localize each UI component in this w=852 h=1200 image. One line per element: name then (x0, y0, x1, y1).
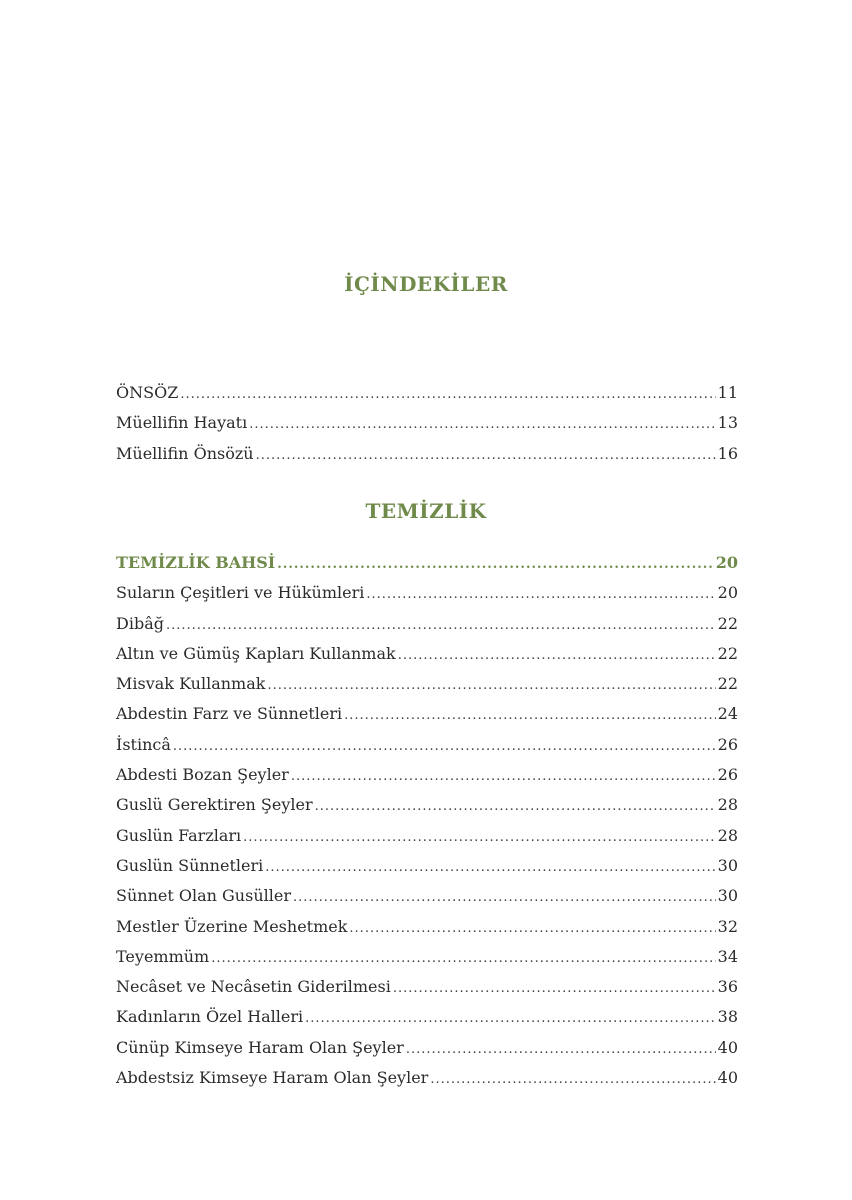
toc-entry-page: 36 (717, 977, 738, 997)
toc-heading-page: 20 (715, 553, 738, 572)
toc-entry-label: Kadınların Özel Halleri (116, 1007, 304, 1027)
toc-entry-label: Suların Çeşitleri ve Hükümleri (116, 583, 365, 603)
dot-leader (267, 671, 715, 701)
toc-entry-label: Altın ve Gümüş Kapları Kullanmak (116, 643, 396, 663)
dot-leader (277, 550, 713, 580)
toc-entry-label: Müellifin Hayatı (116, 413, 248, 433)
toc-entry[interactable] (116, 639, 738, 669)
dot-leader (406, 1035, 716, 1065)
toc-entry[interactable] (116, 942, 738, 972)
dot-leader (430, 1065, 715, 1095)
dot-leader (293, 883, 716, 913)
dot-leader (398, 641, 716, 671)
toc-entry-label: Sünnet Olan Gusüller (116, 886, 291, 906)
section-toc-list (116, 548, 738, 1093)
toc-entry-label: Mestler Üzerine Meshetmek (116, 916, 348, 936)
intro-toc-list (116, 378, 738, 469)
toc-entry[interactable] (116, 881, 738, 911)
toc-entry[interactable] (116, 609, 738, 639)
toc-entry[interactable] (116, 1063, 738, 1093)
toc-entry-label: Necâset ve Necâsetin Giderilmesi (116, 977, 391, 997)
toc-entry-page: 11 (717, 383, 738, 402)
toc-entry-label: Teyemmüm (116, 946, 210, 966)
toc-entry-label: Guslün Farzları (116, 825, 242, 845)
toc-entry-label: Cünüp Kimseye Haram Olan Şeyler (116, 1037, 404, 1057)
toc-entry-page: 40 (717, 1068, 738, 1088)
toc-entry-label: Abdestin Farz ve Sünnetleri (116, 704, 343, 724)
toc-entry-label: Guslün Sünnetleri (116, 855, 264, 875)
toc-entry-page: 16 (717, 443, 738, 463)
toc-entry-page: 32 (717, 916, 738, 936)
dot-leader (349, 914, 715, 944)
toc-entry-label: Abdesti Bozan Şeyler (116, 765, 289, 785)
dot-leader (166, 611, 716, 641)
dot-leader (344, 701, 716, 731)
dot-leader (173, 732, 716, 762)
toc-entry-page: 24 (717, 704, 738, 724)
dot-leader (366, 580, 715, 610)
section-title: TEMİZLİK (365, 499, 487, 523)
toc-entry-page: 26 (717, 734, 738, 754)
toc-entry[interactable] (116, 1033, 738, 1063)
toc-entry-page: 22 (717, 674, 738, 694)
dot-leader (180, 380, 715, 410)
dot-leader (211, 944, 715, 974)
toc-entry-page: 28 (717, 795, 738, 815)
toc-section-heading[interactable] (116, 548, 738, 578)
toc-entry[interactable] (116, 730, 738, 760)
page-title: İÇİNDEKİLER (344, 272, 508, 296)
toc-entry[interactable] (116, 790, 738, 820)
toc-entry[interactable] (116, 760, 738, 790)
toc-entry-label: ÖNSÖZ (116, 383, 179, 402)
dot-leader (291, 762, 716, 792)
toc-entry-page: 38 (717, 1007, 738, 1027)
dot-leader (305, 1004, 715, 1034)
toc-entry-page: 20 (717, 583, 738, 603)
dot-leader (393, 974, 716, 1004)
dot-leader (243, 823, 715, 853)
toc-entry-label: Misvak Kullanmak (116, 674, 266, 694)
toc-entry[interactable] (116, 699, 738, 729)
dot-leader (256, 441, 716, 471)
toc-entry-label: Dibâğ (116, 613, 164, 633)
toc-entry[interactable] (116, 439, 738, 469)
toc-entry[interactable] (116, 578, 738, 608)
toc-entry-page: 28 (717, 825, 738, 845)
toc-entry-page: 34 (717, 946, 738, 966)
toc-entry-label: Guslü Gerektiren Şeyler (116, 795, 313, 815)
toc-entry-page: 22 (717, 613, 738, 633)
dot-leader (315, 792, 716, 822)
dot-leader (265, 853, 715, 883)
toc-entry-page: 30 (717, 855, 738, 875)
toc-entry-page: 26 (717, 765, 738, 785)
toc-entry[interactable] (116, 1002, 738, 1032)
toc-entry-page: 22 (717, 643, 738, 663)
toc-entry-page: 30 (717, 886, 738, 906)
toc-entry[interactable] (116, 821, 738, 851)
toc-entry-label: İstincâ (116, 734, 171, 754)
toc-entry-label: Abdestsiz Kimseye Haram Olan Şeyler (116, 1068, 429, 1088)
toc-entry[interactable] (116, 378, 738, 408)
toc-entry[interactable] (116, 972, 738, 1002)
toc-entry-page: 40 (717, 1037, 738, 1057)
toc-entry-label: Müellifin Önsözü (116, 443, 254, 463)
toc-heading-label: TEMİZLİK BAHSİ (116, 553, 276, 572)
dot-leader (249, 410, 715, 440)
toc-entry[interactable] (116, 408, 738, 438)
toc-entry[interactable] (116, 912, 738, 942)
toc-entry-page: 13 (717, 413, 738, 433)
toc-entry[interactable] (116, 669, 738, 699)
toc-entry[interactable] (116, 851, 738, 881)
